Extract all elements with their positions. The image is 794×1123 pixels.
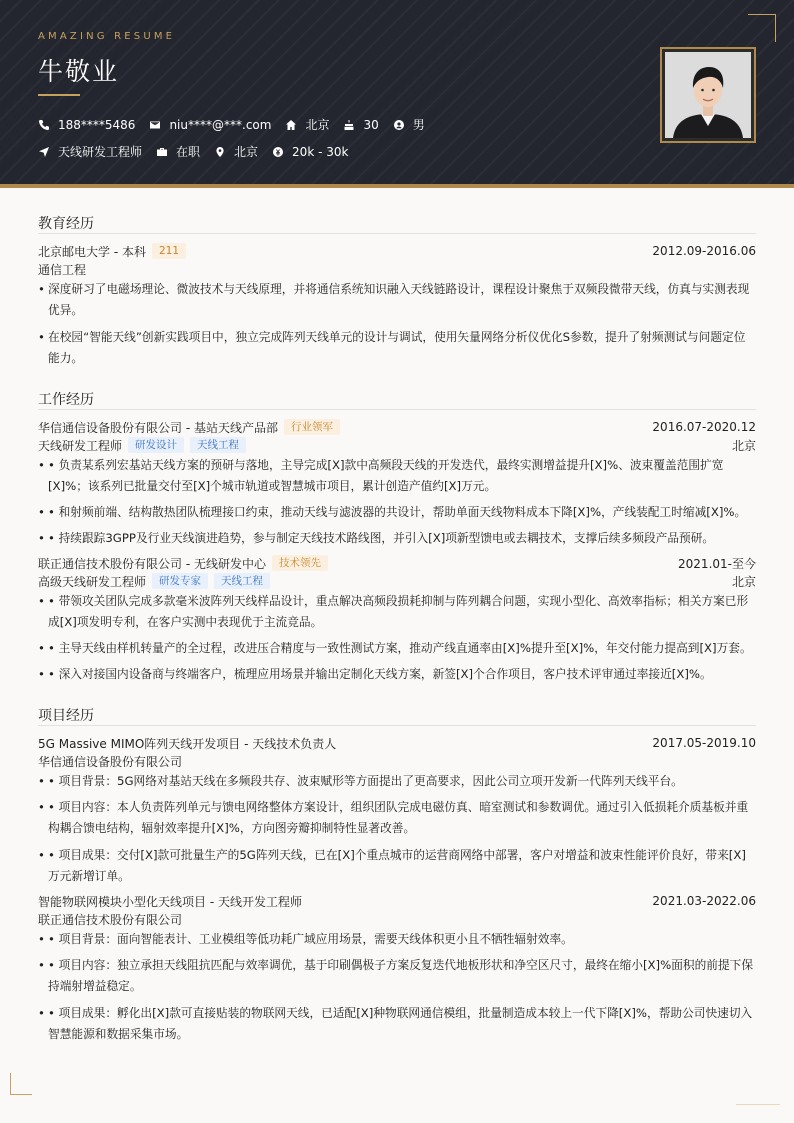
job-header-row — [38, 418, 756, 436]
corner-ornament-top-right — [748, 14, 776, 42]
age-item — [343, 118, 378, 132]
project-bullet: • • 项目成果：孵化出[X]款可直接贴装的物联网天线，已适配[X]种物联网通信模组，批量制造成本较上一代下降[X]%，帮助公司快速切入智慧能源和数据采集市场。 — [38, 1003, 756, 1045]
project-bullet: • • 项目内容：独立承担天线阻抗匹配与效率调优，基于印刷偶极子方案反复迭代地板形状和净空区尺寸，最终在缩小[X]%面积的前提下保持端射增益稳定。 — [38, 955, 756, 997]
job-bullet: • • 负责某系列宏基站天线方案的预研与落地，主导完成[X]款中高频段天线的开发迭代，最终实测增益提升[X]%、波束覆盖范围扩宽[X]%；该系列已批量交付至[X]个城市轨道或智慧城市项目，累计创造产值约[X]万元。 — [38, 455, 756, 497]
section-rule — [38, 409, 756, 410]
job-role: 高级天线研发工程师 — [38, 574, 147, 589]
job-bullet: • • 深入对接国内设备商与终端客户，梳理应用场景并输出定制化天线方案，新签[X]个合作项目，客户技术评审通过率接近[X]%。 — [38, 664, 756, 685]
major-name: 通信工程 — [38, 262, 87, 277]
section-title-projects: 项目经历 — [38, 708, 94, 724]
job-bullet: • • 主导天线由样机转量产的全过程，改进压合精度与一致性测试方案，推动产线直通率由[X]%提升至[X]%，年交付能力提高到[X]万套。 — [38, 638, 756, 659]
education-bullet: • 深度研习了电磁场理论、微波技术与天线原理，并将通信系统知识融入天线链路设计，课程设计聚焦于双频段微带天线，仿真与实测表现优异。 — [38, 279, 756, 321]
company-tag: 行业领军 — [284, 419, 340, 435]
target-city-text: 北京 — [234, 145, 259, 159]
email-icon — [149, 119, 161, 131]
age-text: 30 — [363, 117, 379, 132]
gender-text: 男 — [412, 118, 425, 132]
status-text: 在职 — [176, 145, 201, 159]
project-bullet: • • 项目背景：面向智能表计、工业模组等低功耗广域应用场景，需要天线体积更小且不牺牲辐射效率。 — [38, 929, 756, 950]
cake-icon — [343, 119, 355, 131]
project-name: 5G Massive MIMO阵列天线开发项目 - 天线技术负责人 — [38, 736, 337, 751]
school-tag: 211 — [152, 243, 186, 259]
phone-item — [38, 118, 135, 132]
project-dates: 2021.03-2022.06 — [652, 894, 756, 908]
section-rule — [38, 725, 756, 726]
candidate-name: 牛敬业 — [38, 57, 120, 86]
profile-photo — [665, 52, 751, 138]
skill-tag: 天线工程 — [190, 437, 246, 453]
job-dates: 2021.01-至今 — [678, 556, 756, 571]
education-bullet: • 在校园“智能天线”创新实践项目中，独立完成阵列天线单元的设计与调试，使用矢量网络分析仪优化S参数，提升了射频测试与问题定位能力。 — [38, 327, 756, 369]
job-company: 华信通信设备股份有限公司 - 基站天线产品部 — [38, 420, 278, 435]
corner-ornament-bottom-right — [736, 1104, 780, 1105]
phone-text: 188****5486 — [58, 117, 136, 132]
send-icon — [38, 146, 50, 158]
name-underline — [38, 94, 80, 96]
education-header-row — [38, 242, 756, 260]
project-company: 联正通信技术股份有限公司 — [38, 912, 183, 927]
project-company: 华信通信设备股份有限公司 — [38, 754, 183, 769]
profile-photo-frame — [660, 47, 756, 143]
brand-label: AMAZING RESUME — [38, 31, 176, 42]
job-dates: 2016.07-2020.12 — [652, 420, 756, 434]
salary-text: 20k - 30k — [292, 144, 349, 159]
location-item — [285, 116, 329, 133]
project-company-row — [38, 910, 756, 928]
job-bullet: • • 带领攻关团队完成多款毫米波阵列天线样品设计，重点解决高频段损耗抑制与阵列耦合问题，实现小型化、高效率指标；相关方案已形成[X]项发明专利，在客户实测中表现优于主流竞品。 — [38, 591, 756, 633]
salary-item — [272, 145, 348, 159]
position-text: 天线研发工程师 — [58, 145, 143, 159]
job-intent-row — [38, 143, 362, 160]
briefcase-icon — [156, 146, 168, 158]
section-rule — [38, 233, 756, 234]
target-city-item — [214, 143, 258, 160]
job-bullet: • • 持续跟踪3GPP及行业天线演进趋势，参与制定天线技术路线图，并引入[X]项新型馈电或去耦技术，支撑后续多频段产品预研。 — [38, 528, 756, 549]
job-city: 北京 — [731, 438, 756, 453]
skill-tag: 研发专家 — [152, 573, 208, 589]
job-city: 北京 — [731, 574, 756, 589]
job-role-row — [38, 572, 756, 590]
school-name: 北京邮电大学 - 本科 — [38, 244, 146, 259]
avatar-illustration — [665, 52, 751, 138]
home-icon — [285, 119, 297, 131]
job-bullet: • • 和射频前端、结构散热团队梳理接口约束，推动天线与滤波器的共设计，帮助单面天线物料成本下降[X]%，产线装配工时缩减[X]%。 — [38, 502, 756, 523]
job-role-row — [38, 436, 756, 454]
location-text: 北京 — [305, 118, 330, 132]
skill-tag: 天线工程 — [214, 573, 270, 589]
section-title-work: 工作经历 — [38, 392, 94, 408]
job-company: 联正通信技术股份有限公司 - 无线研发中心 — [38, 556, 266, 571]
project-dates: 2017.05-2019.10 — [652, 736, 756, 750]
header-divider — [0, 184, 794, 188]
project-bullet: • • 项目成果：交付[X]款可批量生产的5G阵列天线，已在[X]个重点城市的运营商网络中部署，客户对增益和波束性能评价良好，带来[X]万元新增订单。 — [38, 845, 756, 887]
education-major-row — [38, 260, 756, 278]
job-role: 天线研发工程师 — [38, 438, 123, 453]
project-header-row — [38, 892, 756, 910]
contact-row — [38, 116, 439, 133]
map-pin-icon — [214, 146, 226, 158]
project-bullet: • • 项目内容：本人负责阵列单元与馈电网络整体方案设计，组织团队完成电磁仿真、暗室测试和参数调优。通过引入低损耗介质基板并重构耦合馈电结构，辐射效率提升[X]%，方向图旁瓣抑制特性显著改善。 — [38, 797, 756, 839]
email-text: niu****@***.com — [169, 117, 272, 132]
company-tag: 技术领先 — [272, 555, 328, 571]
gender-item — [393, 116, 425, 133]
person-icon — [393, 119, 405, 131]
corner-ornament-bottom-left — [10, 1073, 32, 1095]
section-title-education: 教育经历 — [38, 216, 94, 232]
project-company-row — [38, 752, 756, 770]
job-header-row — [38, 554, 756, 572]
phone-icon — [38, 119, 50, 131]
project-bullet: • • 项目背景：5G网络对基站天线在多频段共存、波束赋形等方面提出了更高要求，因此公司立项开发新一代阵列天线平台。 — [38, 771, 756, 792]
money-icon — [272, 146, 284, 158]
skill-tag: 研发设计 — [128, 437, 184, 453]
status-item — [156, 143, 200, 160]
email-item — [149, 118, 271, 132]
position-item — [38, 143, 142, 160]
education-dates: 2012.09-2016.06 — [652, 244, 756, 258]
project-name: 智能物联网模块小型化天线项目 - 天线开发工程师 — [38, 894, 302, 909]
project-header-row — [38, 734, 756, 752]
